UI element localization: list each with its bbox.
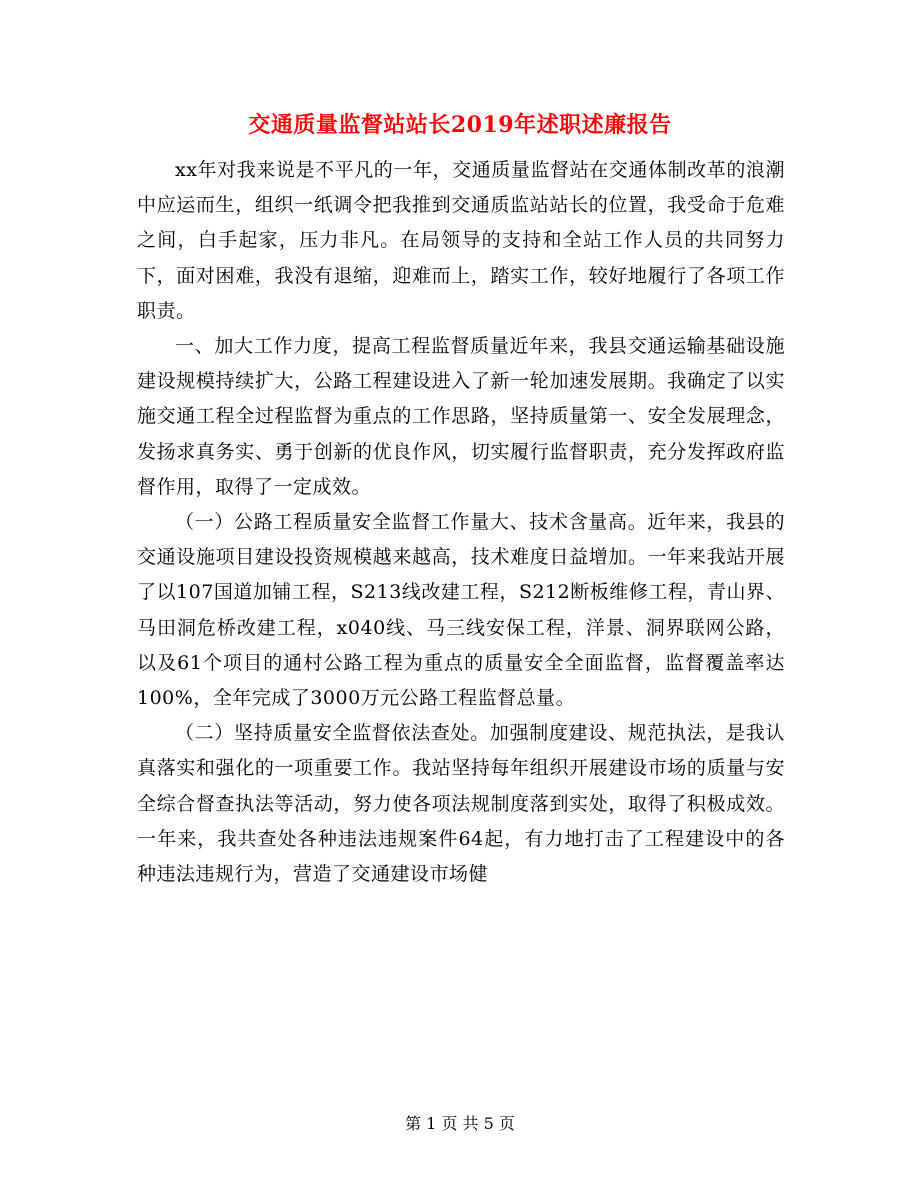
paragraph-subsection-1: （一）公路工程质量安全监督工作量大、技术含量高。近年来，我县的交通设施项目建设投资规模越来越高，技术难度日益增加。一年来我站开展了以107国道加铺工程，S213线改建工程，S212断板维修工程，青山界、马田洞危桥改建工程，x040线、马三线安保工程，洋景、洞界联网公路，以及61个项目的通村公路工程为重点的质量安全全面监督，监督覆盖率达100%，全年完成了3000万元公路工程监督总量。 <box>137 511 785 710</box>
paragraph-subsection-2: （二）坚持质量安全监督依法查处。加强制度建设、规范执法，是我认真落实和强化的一项重要工作。我站坚持每年组织开展建设市场的质量与安全综合督查执法等活动，努力使各项法规制度落到实处，取得了积极成效。一年来，我共查处各种违法违规案件64起，有力地打击了工程建设中的各种违法违规行为，营造了交通建设市场健 <box>137 722 785 886</box>
paragraph-intro: xx年对我来说是不平凡的一年，交通质量监督站在交通体制改革的浪潮中应运而生，组织一纸调令把我推到交通质监站站长的位置，我受命于危难之间，白手起家，压力非凡。在局领导的支持和全站工作人员的共同努力下，面对困难，我没有退缩，迎难而上，踏实工作，较好地履行了各项工作职责。 <box>137 159 785 322</box>
paragraph-section-1: 一、加大工作力度，提高工程监督质量近年来，我县交通运输基础设施建设规模持续扩大，公路工程建设进入了新一轮加速发展期。我确定了以实施交通工程全过程监督为重点的工作思路，坚持质量第一、安全发展理念，发扬求真务实、勇于创新的优良作风，切实履行监督职责，充分发挥政府监督作用，取得了一定成效。 <box>137 335 785 498</box>
document-title: 交通质量监督站站长2019年述职述廉报告 <box>248 112 672 138</box>
page-number-footer: 第 1 页 共 5 页 <box>405 1114 515 1133</box>
document-body <box>137 153 785 892</box>
